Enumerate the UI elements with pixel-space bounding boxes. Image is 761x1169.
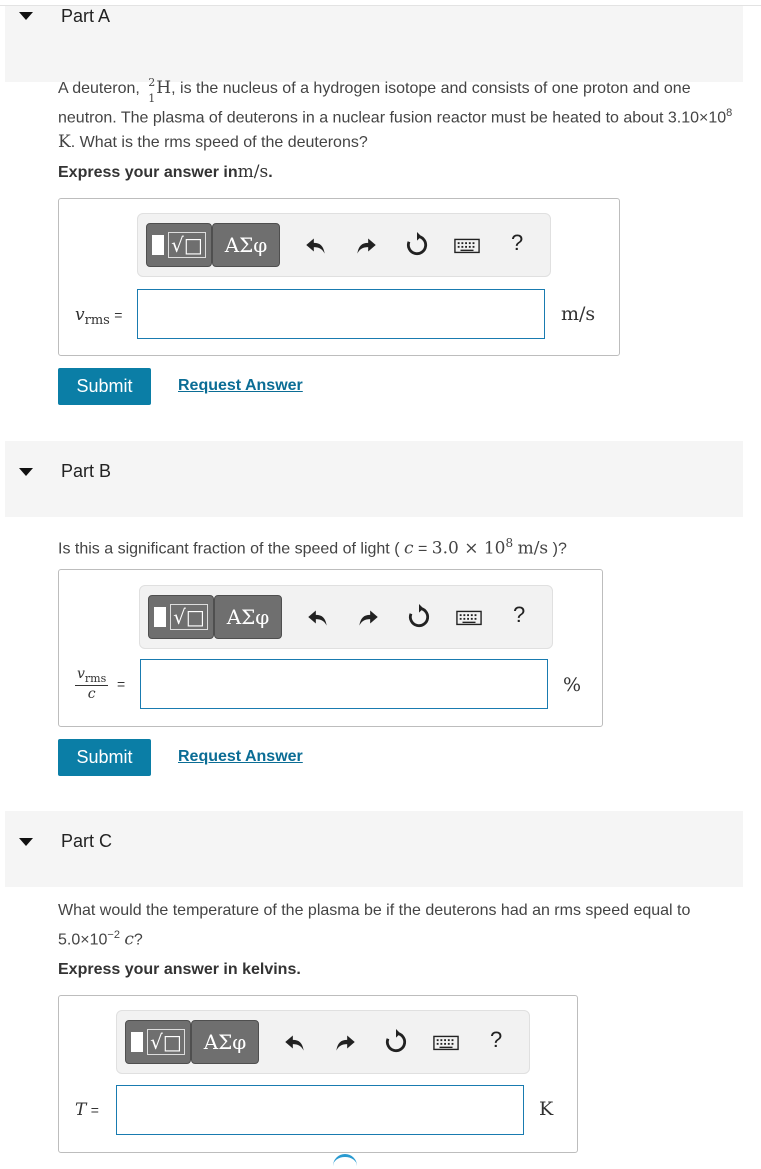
fraction-numerator [75, 666, 108, 686]
reset-icon[interactable] [404, 232, 430, 258]
part-a-title: Part A [61, 6, 111, 26]
collapse-caret-icon[interactable] [19, 468, 33, 476]
part-a-answer-box [58, 198, 620, 356]
undo-icon[interactable] [303, 232, 329, 258]
greek-letters-icon[interactable]: ΑΣφ [191, 1020, 259, 1064]
part-b-question [58, 531, 748, 561]
redo-icon[interactable] [353, 232, 379, 258]
part-c-express: Express your answer in kelvins. [58, 961, 301, 978]
equals-sign: = [117, 676, 126, 692]
undo-icon[interactable] [305, 604, 331, 630]
speed-of-light-symbol: c [403, 538, 414, 559]
mass-number: 2 [148, 76, 156, 89]
collapse-caret-icon[interactable] [19, 12, 33, 20]
help-icon[interactable]: ? [511, 230, 524, 255]
part-b-answer-box [58, 569, 603, 727]
temperature-value: 3.10×10 [667, 109, 727, 127]
variable-label [75, 1100, 99, 1120]
templates-icon[interactable]: √□ [146, 223, 212, 267]
keyboard-icon[interactable] [456, 604, 482, 630]
equals-sign: = [90, 1102, 99, 1118]
fraction-label [75, 666, 108, 702]
variable-symbol: T [75, 1100, 87, 1120]
speed-exponent: −2 [107, 929, 120, 941]
question-text: ? [133, 931, 143, 949]
keyboard-icon[interactable] [454, 232, 480, 258]
greek-letters-icon[interactable]: ΑΣφ [212, 223, 280, 267]
numerator-subscript: rms [84, 671, 107, 685]
variable-label [75, 305, 122, 328]
templates-icon[interactable]: √□ [148, 595, 214, 639]
part-c-header[interactable] [5, 811, 743, 887]
question-text: . What is the rms speed of the deuterons? [70, 134, 368, 152]
reset-icon[interactable] [383, 1029, 409, 1055]
question-text: , is the nucleus of a hydrogen isotope and consists of one proton and one neutron. The plasma of deuterons in a nuclear fusion reactor must be heated to about [58, 80, 691, 127]
temperature-exponent: 8 [726, 107, 733, 119]
speed-value: 5.0×10 [58, 931, 108, 949]
math-toolbar [116, 1010, 530, 1074]
variable-subscript: rms [84, 313, 110, 329]
answer-unit: % [563, 674, 582, 696]
speed-of-light-symbol: c [124, 929, 134, 950]
equals-sign: = [417, 540, 428, 558]
isotope-notation [144, 76, 156, 105]
part-c-title: Part C [61, 831, 113, 851]
keyboard-icon[interactable] [433, 1029, 459, 1055]
answer-input[interactable] [137, 289, 545, 339]
part-c-question [58, 899, 758, 952]
answer-input[interactable] [140, 659, 548, 709]
answer-input[interactable] [116, 1085, 524, 1135]
help-icon[interactable]: ? [490, 1027, 503, 1052]
collapse-caret-icon[interactable] [19, 838, 33, 846]
request-answer-link[interactable]: Request Answer [178, 748, 303, 765]
question-text: )? [552, 540, 567, 558]
undo-icon[interactable] [282, 1029, 308, 1055]
request-answer-link[interactable]: Request Answer [178, 377, 303, 394]
part-a-question [58, 76, 748, 155]
express-dot: . [268, 164, 273, 181]
templates-icon[interactable]: √□ [125, 1020, 191, 1064]
part-c-answer-box [58, 995, 578, 1153]
express-unit: m/s [237, 162, 269, 182]
answer-unit: K [539, 1098, 554, 1120]
speed-of-light-unit: m/s [517, 538, 549, 559]
atomic-number: 1 [148, 92, 156, 105]
answer-unit: m/s [561, 303, 596, 325]
fraction-denominator: c [87, 685, 96, 702]
partial-button-edge [333, 1154, 357, 1169]
numerator-symbol: v [77, 666, 85, 682]
part-a-header[interactable] [5, 6, 743, 82]
submit-button[interactable]: Submit [58, 739, 151, 776]
greek-letters-icon[interactable]: ΑΣφ [214, 595, 282, 639]
part-b-title: Part B [61, 461, 112, 481]
math-toolbar [137, 213, 551, 277]
help-icon[interactable]: ? [513, 602, 526, 627]
redo-icon[interactable] [332, 1029, 358, 1055]
speed-of-light-value: 3.0 × 10 [431, 538, 506, 559]
math-toolbar [139, 585, 553, 649]
question-text: A deuteron, [58, 80, 145, 97]
part-b-header[interactable] [5, 441, 743, 517]
express-text: Express your answer in [58, 164, 238, 181]
question-text: Is this a significant fraction of the speed of light ( [58, 540, 400, 558]
isotope-symbol: H [156, 78, 172, 98]
variable-symbol: v [75, 305, 85, 325]
temperature-unit: K [58, 132, 71, 153]
part-a-express [58, 162, 273, 182]
speed-of-light-exponent: 8 [505, 536, 514, 550]
question-text: What would the temperature of the plasma be if the deuterons had an rms speed equal to [58, 902, 691, 919]
reset-icon[interactable] [406, 604, 432, 630]
submit-button[interactable]: Submit [58, 368, 151, 405]
equals-sign: = [114, 307, 123, 323]
redo-icon[interactable] [355, 604, 381, 630]
